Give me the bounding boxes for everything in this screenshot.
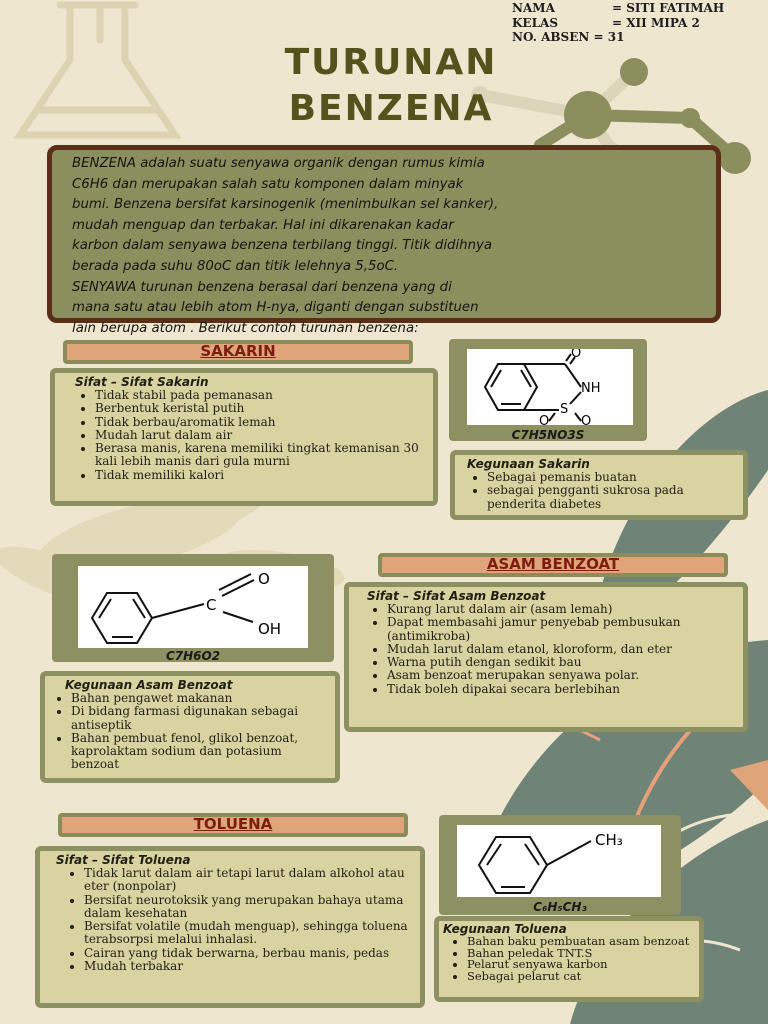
asam-benzoat-kegunaan-card	[40, 671, 340, 783]
asam-benzoat-atom-oh: OH	[258, 620, 282, 638]
asam-benzoat-structure-image	[78, 566, 308, 648]
intro-line: SENYAWA turunan benzena berasal dari benzena yang di	[72, 279, 452, 295]
list-item: • Bahan peledak TNT.S	[467, 948, 693, 960]
asam-benzoat-atom-o: O	[258, 570, 270, 588]
toluena-sifat-title: Sifat – Sifat Toluena	[56, 853, 191, 867]
list-item: • Berbentuk keristal putih	[95, 402, 425, 415]
list-item: • Cairan yang tidak berwarna, berbau manis, pedas	[84, 947, 412, 960]
asam-benzoat-sifat-title: Sifat – Sifat Asam Benzoat	[367, 589, 546, 603]
student-identity	[512, 1, 724, 45]
sakarin-structure-icon	[467, 349, 633, 425]
toluena-formula: C₆H₅CH₃	[533, 900, 587, 914]
list-item: • Di bidang farmasi digunakan sebagai antiseptik	[71, 705, 329, 732]
sakarin-atom-s: S	[560, 402, 569, 417]
toluena-kegunaan-title: Kegunaan Toluena	[443, 922, 567, 936]
list-item: • Mudah larut dalam air	[95, 429, 425, 442]
asam-benzoat-kegunaan-title: Kegunaan Asam Benzoat	[65, 678, 233, 692]
intro-line: C6H6 dan merupakan salah satu komponen dalam minyak	[72, 176, 464, 192]
toluena-atom-ch3: CH₃	[595, 831, 623, 849]
intro-line: bumi. Benzena bersifat karsinogenik (menimbulkan sel kanker),	[72, 197, 499, 213]
toluena-heading: TOLUENA	[58, 813, 408, 837]
list-item: • Pelarut senyawa karbon	[467, 959, 693, 971]
sakarin-atom-nh: NH	[581, 381, 601, 396]
toluena-structure-box	[439, 815, 681, 915]
sakarin-kegunaan-card	[450, 450, 748, 520]
list-item: • Bersifat volatile (mudah menguap), sehingga toluena terabsorpsi melalui inhalasi.	[84, 920, 412, 947]
asam-benzoat-atom-c: C	[206, 596, 217, 614]
list-item: • Bahan baku pembuatan asam benzoat	[467, 936, 693, 948]
list-item: • Tidak boleh dipakai secara berlebihan	[387, 683, 735, 696]
nama-label: NAMA	[512, 1, 555, 15]
flask-icon	[20, 5, 175, 135]
kelas-value: = XII MIPA 2	[612, 15, 700, 30]
list-item: • Warna putih dengan sedikit bau	[387, 656, 735, 669]
list-item: • Bahan pengawet makanan	[71, 692, 329, 705]
sakarin-atom-o-top: O	[571, 349, 582, 361]
asam-benzoat-kegunaan-list	[53, 692, 329, 772]
intro-line: mudah menguap dan terbakar. Hal ini dikarenakan kadar	[72, 217, 454, 233]
sakarin-formula: C7H5NO3S	[511, 428, 585, 442]
intro-line: berada pada suhu 80oC dan titik lelehnya 5,5oC.	[72, 258, 399, 274]
intro-line: BENZENA adalah suatu senyawa organik dengan rumus kimia	[72, 156, 485, 171]
asam-benzoat-sifat-card	[344, 582, 748, 732]
sakarin-structure-image	[467, 349, 633, 425]
sakarin-sifat-list	[75, 389, 425, 482]
list-item: • Tidak larut dalam air tetapi larut dalam alkohol atau eter (nonpolar)	[84, 867, 412, 894]
intro-box	[47, 145, 721, 336]
intro-line: mana satu atau lebih atom H-nya, diganti dengan substituen	[72, 300, 479, 316]
sakarin-sifat-card	[50, 368, 438, 506]
asam-benzoat-structure-icon	[78, 566, 308, 648]
list-item: • Dapat membasahi jamur penyebab pembusukan (antimikroba)	[387, 616, 735, 643]
sakarin-kegunaan-list	[467, 471, 735, 511]
list-item: • sebagai pengganti sukrosa pada penderita diabetes	[487, 484, 735, 511]
list-item: • Bersifat neurotoksik yang merupakan bahaya utama dalam kesehatan	[84, 894, 412, 921]
list-item: • Tidak stabil pada pemanasan	[95, 389, 425, 402]
list-item: • Sebagai pelarut cat	[467, 971, 693, 983]
nama-row	[512, 1, 724, 16]
toluena-kegunaan-card	[434, 916, 704, 1002]
toluena-structure-icon	[457, 825, 661, 897]
toluena-structure-image	[457, 825, 661, 897]
asam-benzoat-heading: ASAM BENZOAT	[378, 553, 728, 577]
title-line-2: BENZENA	[288, 88, 494, 129]
intro-line: karbon dalam senyawa benzena terbilang tinggi. Titik didihnya	[72, 238, 493, 254]
toluena-kegunaan-list	[443, 936, 693, 982]
list-item: • Asam benzoat merupakan senyawa polar.	[387, 669, 735, 682]
toluena-sifat-card	[35, 846, 425, 1008]
intro-line: lain berupa atom . Berikut contoh turunan benzena:	[72, 320, 419, 336]
sakarin-sifat-title: Sifat – Sifat Sakarin	[75, 375, 209, 389]
list-item: • Kurang larut dalam air (asam lemah)	[387, 603, 735, 616]
list-item: • Tidak berbau/aromatik lemah	[95, 416, 425, 429]
sakarin-atom-o-right: O	[581, 414, 592, 425]
nama-value: = SITI FATIMAH	[612, 1, 725, 15]
sakarin-kegunaan-title: Kegunaan Sakarin	[467, 457, 590, 471]
kelas-row	[512, 16, 724, 31]
list-item: • Mudah larut dalam etanol, kloroform, dan eter	[387, 643, 735, 656]
list-item: • Bahan pembuat fenol, glikol benzoat, kaprolaktam sodium dan potasium benzoat	[71, 732, 329, 772]
sakarin-structure-box	[449, 339, 647, 441]
list-item: • Berasa manis, karena memiliki tingkat kemanisan 30 kali lebih manis dari gula murni	[95, 442, 425, 469]
list-item: • Tidak memiliki kalori	[95, 469, 425, 482]
sakarin-atom-o-left: O	[539, 414, 550, 425]
asam-benzoat-formula: C7H6O2	[165, 649, 221, 663]
title-line-1: TURUNAN	[284, 42, 498, 83]
toluena-sifat-list	[56, 867, 412, 973]
sakarin-heading: SAKARIN	[63, 340, 413, 364]
page-title	[236, 40, 546, 132]
absen-row: NO. ABSEN = 31	[512, 30, 625, 44]
list-item: • Sebagai pemanis buatan	[487, 471, 735, 484]
asam-benzoat-sifat-list	[367, 603, 735, 696]
kelas-label: KELAS	[512, 15, 558, 30]
asam-benzoat-structure-box	[52, 554, 334, 662]
list-item: • Mudah terbakar	[84, 960, 412, 973]
